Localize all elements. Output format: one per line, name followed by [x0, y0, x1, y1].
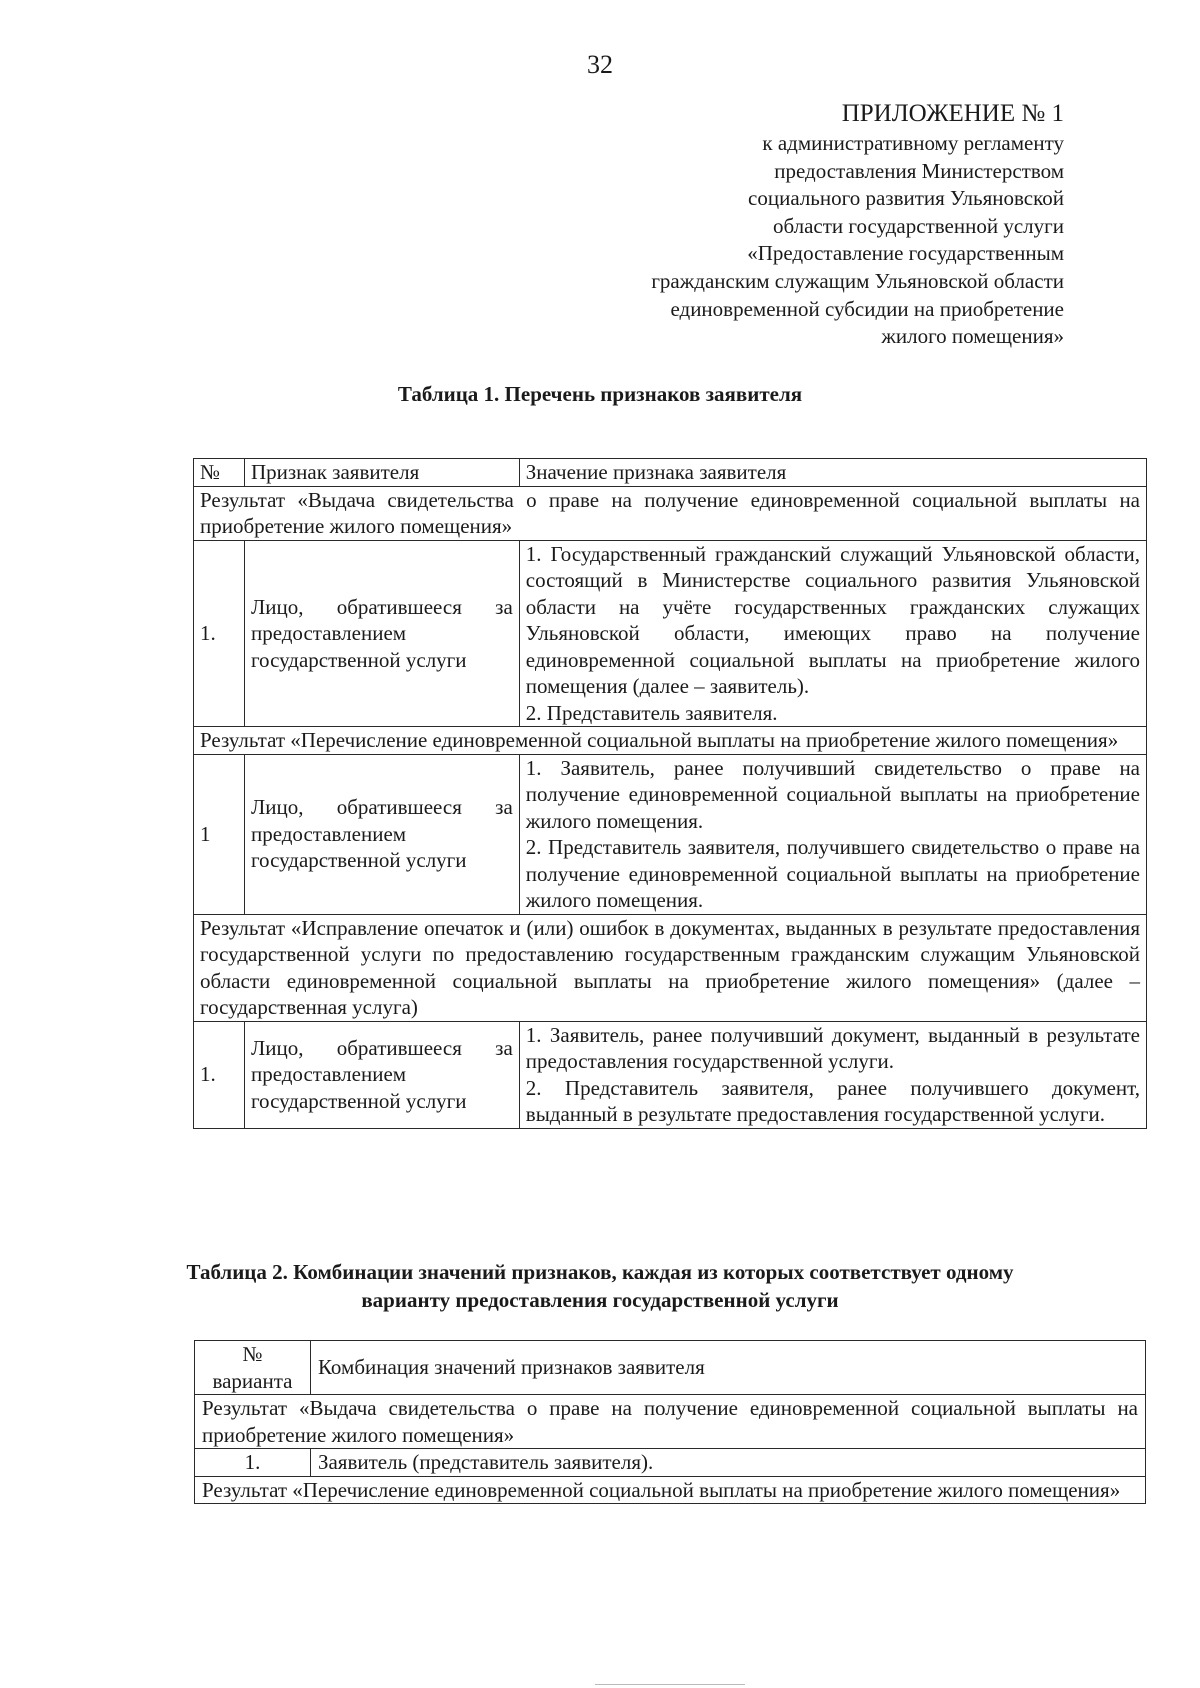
value-item: 1. Заявитель, ранее получивший свидетельство о праве на получение единовременной социальной выплаты на приобретение жилого помещения. [525, 755, 1140, 833]
result-cell: Результат «Перечисление единовременной социальной выплаты на приобретение жилого помещения» [195, 1476, 1146, 1504]
variant-combinations-table [194, 1340, 1146, 1504]
appendix-header [504, 98, 1064, 351]
result-cell: Результат «Выдача свидетельства о праве на получение единовременной социальной выплаты на приобретение жилого помещения» [195, 1395, 1146, 1449]
value-item: 2. Представитель заявителя, получившего свидетельство о праве на получение единовременной социальной выплаты на приобретение жилого помещения. [525, 835, 1140, 912]
table1-row [194, 754, 1147, 914]
table1-result-row [194, 914, 1147, 1021]
appendix-line: к административному регламенту [762, 131, 1064, 155]
result-cell: Результат «Перечисление единовременной социальной выплаты на приобретение жилого помещения» [194, 727, 1147, 755]
row-number: 1. [194, 540, 245, 727]
value-item: 2. Представитель заявителя, ранее получившего документ, выданный в результате предоставления государственной услуги. [525, 1075, 1140, 1126]
table2-header-num-line: варианта [212, 1368, 293, 1393]
table2-header-combination: Комбинация значений признаков заявителя [310, 1341, 1145, 1395]
table1-title: Таблица 1. Перечень признаков заявителя [397, 382, 803, 406]
appendix-line: гражданским служащим Ульяновской области [651, 268, 1064, 293]
value-cell [519, 754, 1146, 914]
table2-title [0, 1258, 1200, 1314]
table1-header-attribute: Признак заявителя [244, 459, 519, 487]
value-item: 1. Государственный гражданский служащий Ульяновской области, состоящий в Министерстве социального развития Ульяновской области на учёте государственных гражданских служащих Ульяновской области, имеющих право на получение единовременной социальной выплаты на приобретение жилого помещения (далее – заявитель). [525, 541, 1140, 698]
appendix-line: социального развития Ульяновской [748, 186, 1064, 211]
table2-result-row [195, 1476, 1146, 1504]
table2-header-num-line: № [242, 1342, 263, 1366]
row-number: 1 [194, 754, 245, 914]
appendix-line: жилого помещения» [881, 324, 1064, 349]
applicant-attributes-table [193, 458, 1147, 1129]
appendix-line: единовременной субсидии на приобретение [670, 296, 1064, 321]
table1-result-row [194, 486, 1147, 540]
value-item: 1. Заявитель, ранее получивший документ, выданный в результате предоставления государственной услуги. [525, 1022, 1140, 1073]
table1-header-num: № [194, 459, 245, 487]
footer-divider [595, 1684, 745, 1685]
table2-header-row [195, 1341, 1146, 1395]
table2-header-num [195, 1341, 311, 1395]
page-number: 32 [587, 50, 613, 79]
appendix-line: области государственной услуги [772, 213, 1064, 238]
table1-row [194, 1021, 1147, 1128]
attribute-cell: Лицо, обратившееся за предоставлением государственной услуги [244, 754, 519, 914]
table1-header-value: Значение признака заявителя [519, 459, 1146, 487]
row-number: 1. [194, 1021, 245, 1128]
attribute-cell: Лицо, обратившееся за предоставлением государственной услуги [244, 1021, 519, 1128]
table1-result-row [194, 727, 1147, 755]
table2-result-row [195, 1395, 1146, 1449]
appendix-line: предоставления Министерством [774, 158, 1064, 183]
value-cell [519, 1021, 1146, 1128]
appendix-line: «Предоставление государственным [747, 241, 1064, 266]
table2-title-line: варианту предоставления государственной услуги [361, 1288, 839, 1312]
table2-title-line: Таблица 2. Комбинации значений признаков, каждая из которых соответствует одному [186, 1260, 1014, 1284]
value-item: 2. Представитель заявителя. [525, 700, 778, 725]
table1-header-row [194, 459, 1147, 487]
table1-row [194, 540, 1147, 727]
value-cell [519, 540, 1146, 727]
attribute-cell: Лицо, обратившееся за предоставлением государственной услуги [244, 540, 519, 727]
combination-cell: Заявитель (представитель заявителя). [310, 1449, 1145, 1477]
result-cell: Результат «Исправление опечаток и (или) ошибок в документах, выданных в результате предоставления государственной услуги по предоставлению государственным гражданским служащим Ульяновской области единовременной социальной выплаты на приобретение жилого помещения» (далее – государственная услуга) [194, 914, 1147, 1021]
result-cell: Результат «Выдача свидетельства о праве на получение единовременной социальной выплаты на приобретение жилого помещения» [194, 486, 1147, 540]
table2-row [195, 1449, 1146, 1477]
variant-number: 1. [195, 1449, 311, 1477]
appendix-heading: ПРИЛОЖЕНИЕ № 1 [841, 100, 1064, 127]
